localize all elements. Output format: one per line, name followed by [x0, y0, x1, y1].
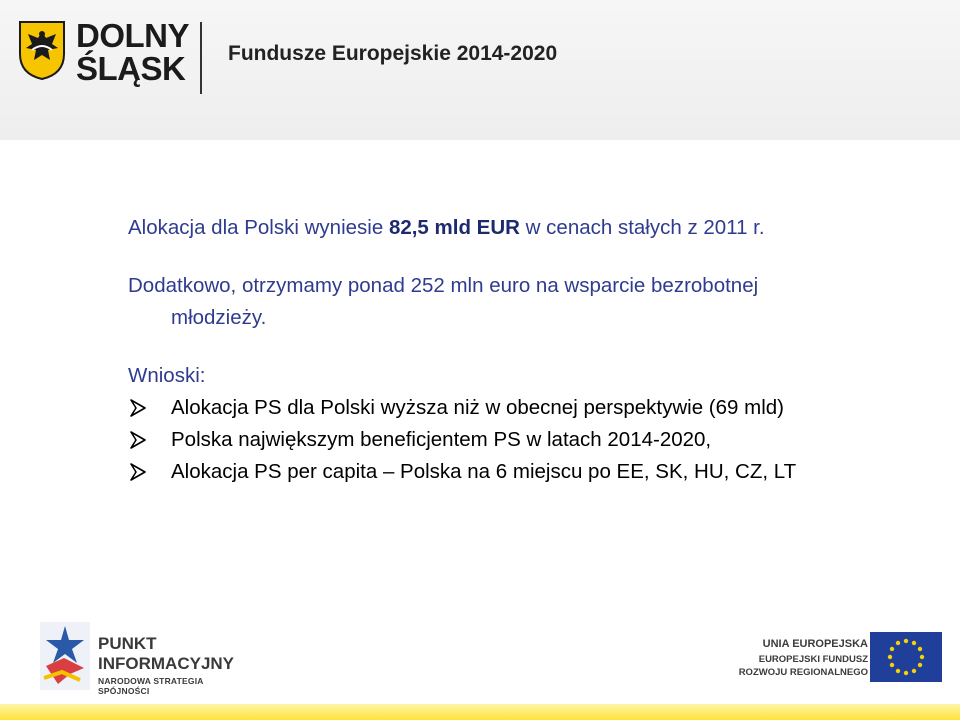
conclusions-heading: Wnioski:	[128, 364, 206, 387]
youth-support-paragraph: Dodatkowo, otrzymamy ponad 252 mln euro na wsparcie bezrobotnej młodzieży.	[128, 274, 759, 329]
conclusion-item	[128, 424, 818, 456]
conclusion-text: Alokacja PS per capita – Polska na 6 miejscu po EE, SK, HU, CZ, LT	[171, 460, 797, 483]
conclusion-item	[128, 456, 818, 488]
punkt-label: PUNKT	[98, 634, 157, 653]
strategy-label: NARODOWA STRATEGIA SPÓJNOŚCI	[98, 676, 204, 696]
brand-name-line1: DOLNY	[76, 17, 189, 54]
slide-content	[128, 212, 818, 488]
allocation-text-end: w cenach stałych z 2011 r.	[519, 216, 765, 239]
bottom-accent-bar	[0, 704, 960, 720]
arrow-bullet-icon	[130, 399, 146, 417]
eu-flag-icon	[870, 632, 942, 682]
eu-label: UNIA EUROPEJSKA	[762, 638, 868, 650]
header-divider	[200, 22, 202, 94]
brand-name-line2: ŚLĄSK	[76, 50, 186, 87]
conclusion-item	[128, 392, 818, 424]
dolny-slask-logo	[18, 14, 203, 94]
arrow-bullet-icon	[130, 431, 146, 449]
allocation-text-start: Alokacja dla Polski wyniesie	[128, 216, 389, 239]
header	[0, 0, 960, 140]
eu-fund-logo	[735, 630, 950, 690]
informacyjny-label: INFORMACYJNY	[98, 654, 235, 673]
allocation-paragraph	[128, 212, 818, 244]
conclusion-text: Polska największym beneficjentem PS w latach 2014-2020,	[171, 428, 712, 451]
star-logo-icon	[40, 622, 90, 690]
punkt-informacyjny-logo	[40, 622, 250, 696]
conclusion-text: Alokacja PS dla Polski wyższa niż w obecnej perspektywie (69 mld)	[171, 396, 784, 419]
arrow-bullet-icon	[130, 463, 146, 481]
allocation-amount: 82,5 mld EUR	[388, 216, 520, 239]
fund-label-line2: ROZWOJU REGIONALNEGO	[738, 667, 868, 678]
fund-label-line1: EUROPEJSKI FUNDUSZ	[758, 654, 868, 665]
page-title: Fundusze Europejskie 2014-2020	[228, 42, 558, 65]
eagle-crest-icon	[18, 20, 66, 80]
